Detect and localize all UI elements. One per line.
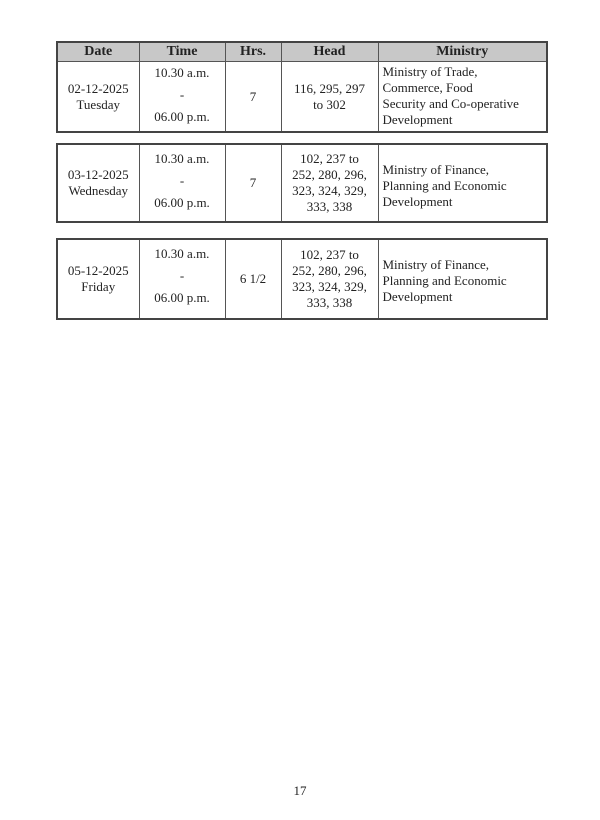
head-line: 102, 237 to	[300, 247, 359, 262]
head-line: 323, 324, 329,	[292, 183, 367, 198]
head-line: 252, 280, 296,	[292, 263, 367, 278]
ministry-line: Ministry of Finance,	[382, 162, 490, 177]
header-head: Head	[281, 42, 378, 62]
header-date: Date	[57, 42, 139, 62]
day-value: Tuesday	[76, 96, 121, 112]
head-cell	[281, 62, 378, 133]
head-cell	[281, 239, 378, 319]
ministry-line: Development	[382, 194, 453, 209]
time-separator: -	[179, 173, 185, 188]
hrs-cell: 7	[225, 144, 281, 222]
time-cell	[139, 62, 225, 133]
time-start: 10.30 a.m.	[154, 65, 210, 80]
ministry-line: Ministry of Trade,	[382, 64, 478, 79]
schedule-table-3	[56, 238, 548, 320]
table-row	[57, 144, 547, 222]
ministry-line: Planning and Economic	[382, 178, 507, 193]
ministry-line: Planning and Economic	[382, 273, 507, 288]
ministry-line: Commerce, Food	[382, 80, 473, 95]
schedule-table-1	[56, 41, 548, 133]
date-cell	[57, 144, 139, 222]
table-row	[57, 62, 547, 133]
time-end: 06.00 p.m.	[154, 195, 210, 210]
table-row	[57, 239, 547, 319]
ministry-line: Ministry of Finance,	[382, 257, 490, 272]
time-start: 10.30 a.m.	[154, 151, 210, 166]
date-cell	[57, 62, 139, 133]
head-line: 102, 237 to	[300, 151, 359, 166]
head-line: to 302	[313, 96, 346, 112]
ministry-line: Development	[382, 289, 453, 304]
page-number: 17	[293, 783, 307, 798]
day-value: Friday	[81, 279, 116, 294]
time-end: 06.00 p.m.	[154, 290, 210, 305]
ministry-cell	[378, 144, 547, 222]
table-header-row	[57, 42, 547, 62]
header-time: Time	[139, 42, 225, 62]
time-separator: -	[179, 268, 185, 283]
head-line: 333, 338	[306, 295, 353, 310]
head-line: 116, 295, 297	[293, 80, 366, 96]
header-ministry: Ministry	[378, 42, 547, 62]
time-separator: -	[179, 87, 185, 102]
head-line: 333, 338	[306, 199, 353, 214]
ministry-cell	[378, 62, 547, 133]
header-hrs: Hrs.	[225, 42, 281, 62]
date-value: 03-12-2025	[67, 167, 129, 182]
day-value: Wednesday	[68, 183, 129, 198]
head-line: 323, 324, 329,	[292, 279, 367, 294]
schedule-table-2	[56, 143, 548, 223]
hrs-cell: 7	[225, 62, 281, 133]
ministry-line: Security and Co-operative	[382, 96, 519, 111]
date-value: 02-12-2025	[67, 80, 129, 96]
ministry-line: Development	[382, 112, 453, 127]
date-value: 05-12-2025	[67, 263, 129, 278]
head-cell	[281, 144, 378, 222]
time-start: 10.30 a.m.	[154, 246, 210, 261]
hrs-cell: 6 1/2	[225, 239, 281, 319]
time-end: 06.00 p.m.	[154, 109, 210, 124]
ministry-cell	[378, 239, 547, 319]
date-cell	[57, 239, 139, 319]
time-cell	[139, 239, 225, 319]
head-line: 252, 280, 296,	[292, 167, 367, 182]
time-cell	[139, 144, 225, 222]
